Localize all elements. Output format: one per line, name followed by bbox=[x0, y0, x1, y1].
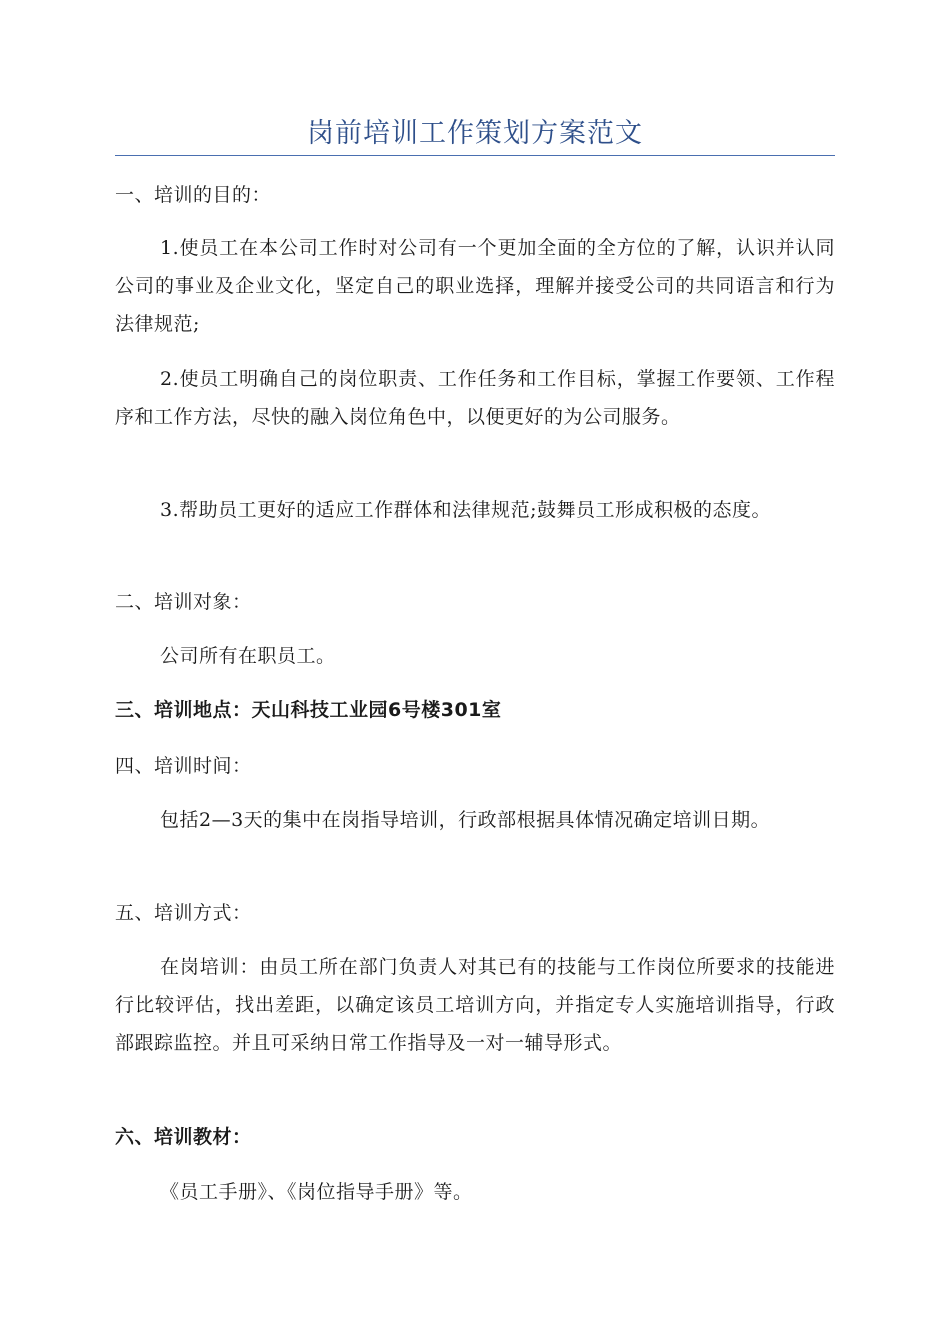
document-title: 岗前培训工作策划方案范文 bbox=[307, 118, 643, 149]
section-heading-method: 五、培训方式： bbox=[115, 902, 252, 924]
section-heading-purpose: 一、培训的目的： bbox=[115, 184, 272, 206]
paragraph-audience: 公司所有在职员工。 bbox=[160, 645, 336, 667]
section-heading-time: 四、培训时间： bbox=[115, 755, 252, 777]
section-heading-materials: 六、培训教材： bbox=[115, 1126, 252, 1148]
section-heading-audience: 二、培训对象： bbox=[115, 591, 252, 613]
paragraph-purpose-2: 2.使员工明确自己的岗位职责、工作任务和工作目标，掌握工作要领、工作程序和工作方法，尽快的融入岗位角色中，以便更好的为公司服务。 bbox=[115, 368, 835, 428]
paragraph-time: 包括2—3天的集中在岗指导培训，行政部根据具体情况确定培训日期。 bbox=[160, 809, 771, 831]
section-heading-location: 三、培训地点：天山科技工业园6号楼301室 bbox=[115, 699, 502, 721]
paragraph-materials: 《员工手册》、《岗位指导手册》等。 bbox=[160, 1181, 473, 1203]
paragraph-purpose-1: 1.使员工在本公司工作时对公司有一个更加全面的全方位的了解，认识并认同公司的事业及企业文化，坚定自己的职业选择，理解并接受公司的共同语言和行为法律规范; bbox=[115, 237, 835, 335]
paragraph-purpose-3: 3.帮助员工更好的适应工作群体和法律规范;鼓舞员工形成积极的态度。 bbox=[160, 499, 772, 521]
title-underline bbox=[115, 155, 835, 156]
paragraph-method: 在岗培训：由员工所在部门负责人对其已有的技能与工作岗位所要求的技能进行比较评估，找出差距，以确定该员工培训方向，并指定专人实施培训指导，行政部跟踪监控。并且可采纳日常工作指导及一对一辅导形式。 bbox=[115, 956, 835, 1054]
